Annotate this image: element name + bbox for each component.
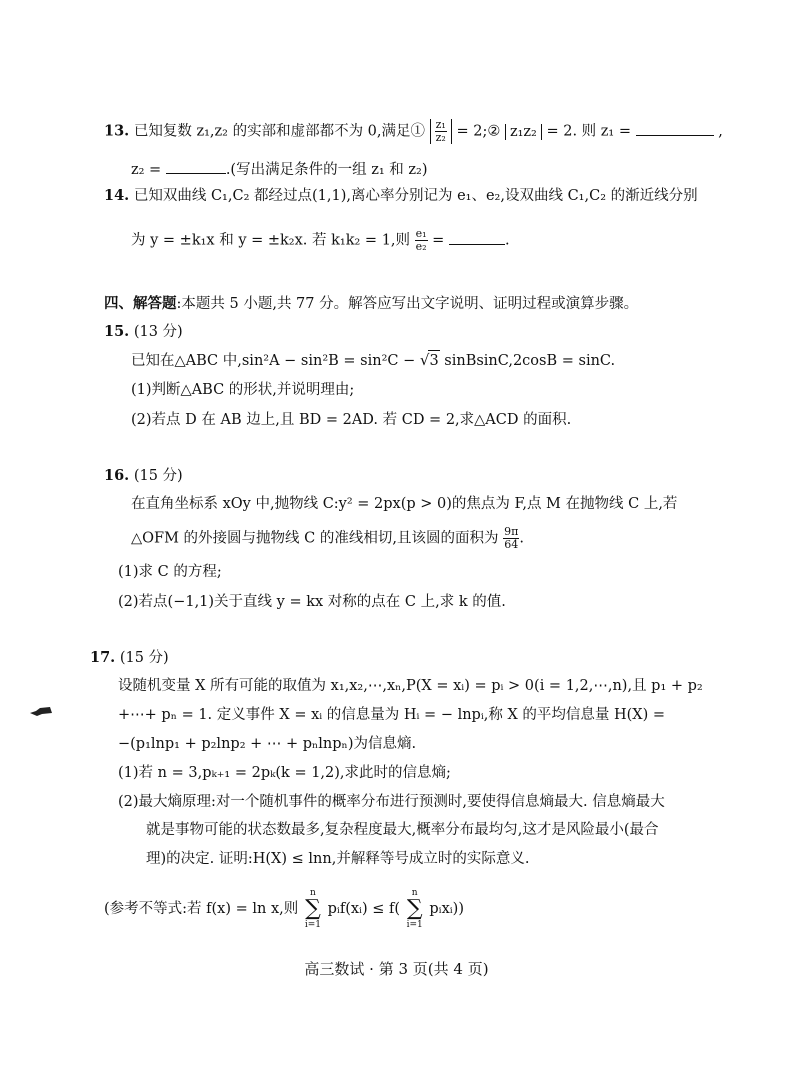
summation-1 (305, 888, 321, 930)
q17-line-1: 设随机变量 X 所有可能的取值为 x₁,x₂,⋯,xₙ,P(X = xᵢ) = pᵢ > 0(i = 1,2,⋯,n),且 p₁ + p₂ (118, 678, 703, 694)
q16-part-2: (2)若点(−1,1)关于直线 y = kx 对称的点在 C 上,求 k 的值. (118, 594, 506, 610)
q16-number: 16. (104, 467, 130, 484)
q13-line-1 (104, 119, 723, 144)
q16-frac-den: 64 (504, 538, 519, 551)
q13-abs-product: z₁z₂ (505, 124, 542, 140)
q17-part-1: (1)若 n = 3,pₖ₊₁ = 2pₖ(k = 1,2),求此时的信息熵; (118, 765, 451, 781)
q16-fraction (503, 526, 519, 551)
q16-frac-num: 9π (504, 525, 519, 538)
q13-abs-frac (430, 119, 452, 144)
q14-text-c: = (432, 232, 445, 249)
q15-number: 15. (104, 323, 130, 340)
section4-text: :本题共 5 小题,共 77 分。解答应写出文字说明、证明过程或演算步骤。 (176, 296, 639, 312)
q16-stem-b-end: . (519, 530, 524, 547)
sqrt-radical: √ (419, 351, 430, 369)
q16-header (104, 466, 183, 486)
q15-stem (131, 350, 615, 371)
q13-blank-z1[interactable] (636, 123, 714, 136)
q14-frac-num: e₁ (415, 227, 427, 240)
q16-part-1: (1)求 C 的方程; (118, 564, 222, 580)
summation-1-lower: i=1 (304, 920, 322, 930)
summation-2 (407, 888, 423, 930)
q17-ref-b: pᵢf(xᵢ) ≤ f( (327, 901, 400, 917)
q13-text-d: z₂ = (131, 162, 162, 178)
q13-text-b: = 2;② (456, 123, 501, 140)
page-footer: 高三数试 · 第 3 页(共 4 页) (304, 960, 489, 978)
q14-text-a: 已知双曲线 C₁,C₂ 都经过点(1,1),离心率分别记为 e₁、e₂,设双曲线 C₁,C₂ 的渐近线分别 (133, 188, 698, 204)
section4-header (104, 294, 638, 314)
q17-part-2-a: (2)最大熵原理:对一个随机事件的概率分布进行预测时,要使得信息熵最大. 信息熵最大 (118, 794, 665, 810)
summation-2-lower: i=1 (406, 920, 423, 930)
q17-ref-c: pᵢxᵢ)) (429, 901, 464, 917)
q15-sqrt: 3 (428, 350, 439, 371)
q15-stem-b: sinBsinC,2cosB = sinC. (444, 353, 616, 369)
q13-text-c: = 2. 则 z₁ = (546, 123, 631, 140)
scan-mark-icon (28, 704, 54, 718)
sigma-icon: ∑ (305, 896, 321, 921)
q15-score: (13 分) (133, 324, 183, 340)
q17-part-2-b: 就是事物可能的状态数最多,复杂程度最大,概率分布最均匀,这才是风险最小(最合 (146, 822, 659, 838)
q15-stem-a: 已知在△ABC 中,sin²A − sin²B = sin²C − (131, 353, 416, 369)
sigma-icon: ∑ (406, 896, 423, 921)
q13-text-a: 已知复数 z₁,z₂ 的实部和虚部都不为 0,满足① (133, 123, 426, 140)
q14-fraction (415, 228, 428, 253)
q13-end-a: , (718, 123, 723, 140)
q16-stem-1: 在直角坐标系 xOy 中,抛物线 C:y² = 2px(p > 0)的焦点为 F,点 M 在抛物线 C 上,若 (131, 496, 678, 512)
q17-header (90, 648, 169, 668)
q14-line-2 (131, 228, 510, 253)
q14-number: 14. (104, 187, 130, 204)
q16-score: (15 分) (133, 468, 183, 484)
q17-line-3: −(p₁lnp₁ + p₂lnp₂ + ⋯ + pₙlnpₙ)为信息熵. (118, 736, 417, 752)
q13-text-e: .(写出满足条件的一组 z₁ 和 z₂) (225, 162, 428, 178)
q13-line-2 (131, 160, 427, 180)
q17-number: 17. (90, 649, 116, 666)
q17-part-2-c: 理)的决定. 证明:H(X) ≤ lnn,并解释等号成立时的实际意义. (146, 851, 530, 867)
q14-line-1 (104, 186, 698, 206)
q17-ref-a: (参考不等式:若 f(x) = ln x,则 (104, 901, 299, 917)
q14-end: . (504, 232, 510, 249)
q14-text-b: 为 y = ±k₁x 和 y = ±k₂x. 若 k₁k₂ = 1,则 (131, 232, 411, 249)
q15-part-2: (2)若点 D 在 AB 边上,且 BD = 2AD. 若 CD = 2,求△ACD 的面积. (131, 412, 572, 428)
q14-frac-den: e₂ (415, 240, 427, 253)
q16-stem-2 (131, 526, 524, 551)
q15-part-1: (1)判断△ABC 的形状,并说明理由; (131, 382, 355, 398)
q15-header (104, 322, 183, 342)
q16-stem-b: △OFM 的外接圆与抛物线 C 的准线相切,且该圆的面积为 (131, 530, 499, 547)
q13-fraction (435, 119, 447, 144)
q17-reference-inequality (104, 888, 464, 930)
section4-title: 四、解答题 (104, 295, 177, 312)
q17-score: (15 分) (119, 650, 169, 666)
summation-2-upper: n (411, 888, 418, 898)
q17-line-2: +⋯+ pₙ = 1. 定义事件 X = xᵢ 的信息量为 Hᵢ = − lnpᵢ,称 X 的平均信息量 H(X) = (118, 707, 666, 723)
q13-number: 13. (104, 122, 130, 140)
summation-1-upper: n (310, 888, 316, 898)
q13-blank-z2[interactable] (166, 161, 226, 174)
q13-frac-num: z₁ (435, 118, 446, 131)
q13-frac-den: z₂ (435, 131, 446, 144)
q14-blank[interactable] (449, 232, 505, 245)
